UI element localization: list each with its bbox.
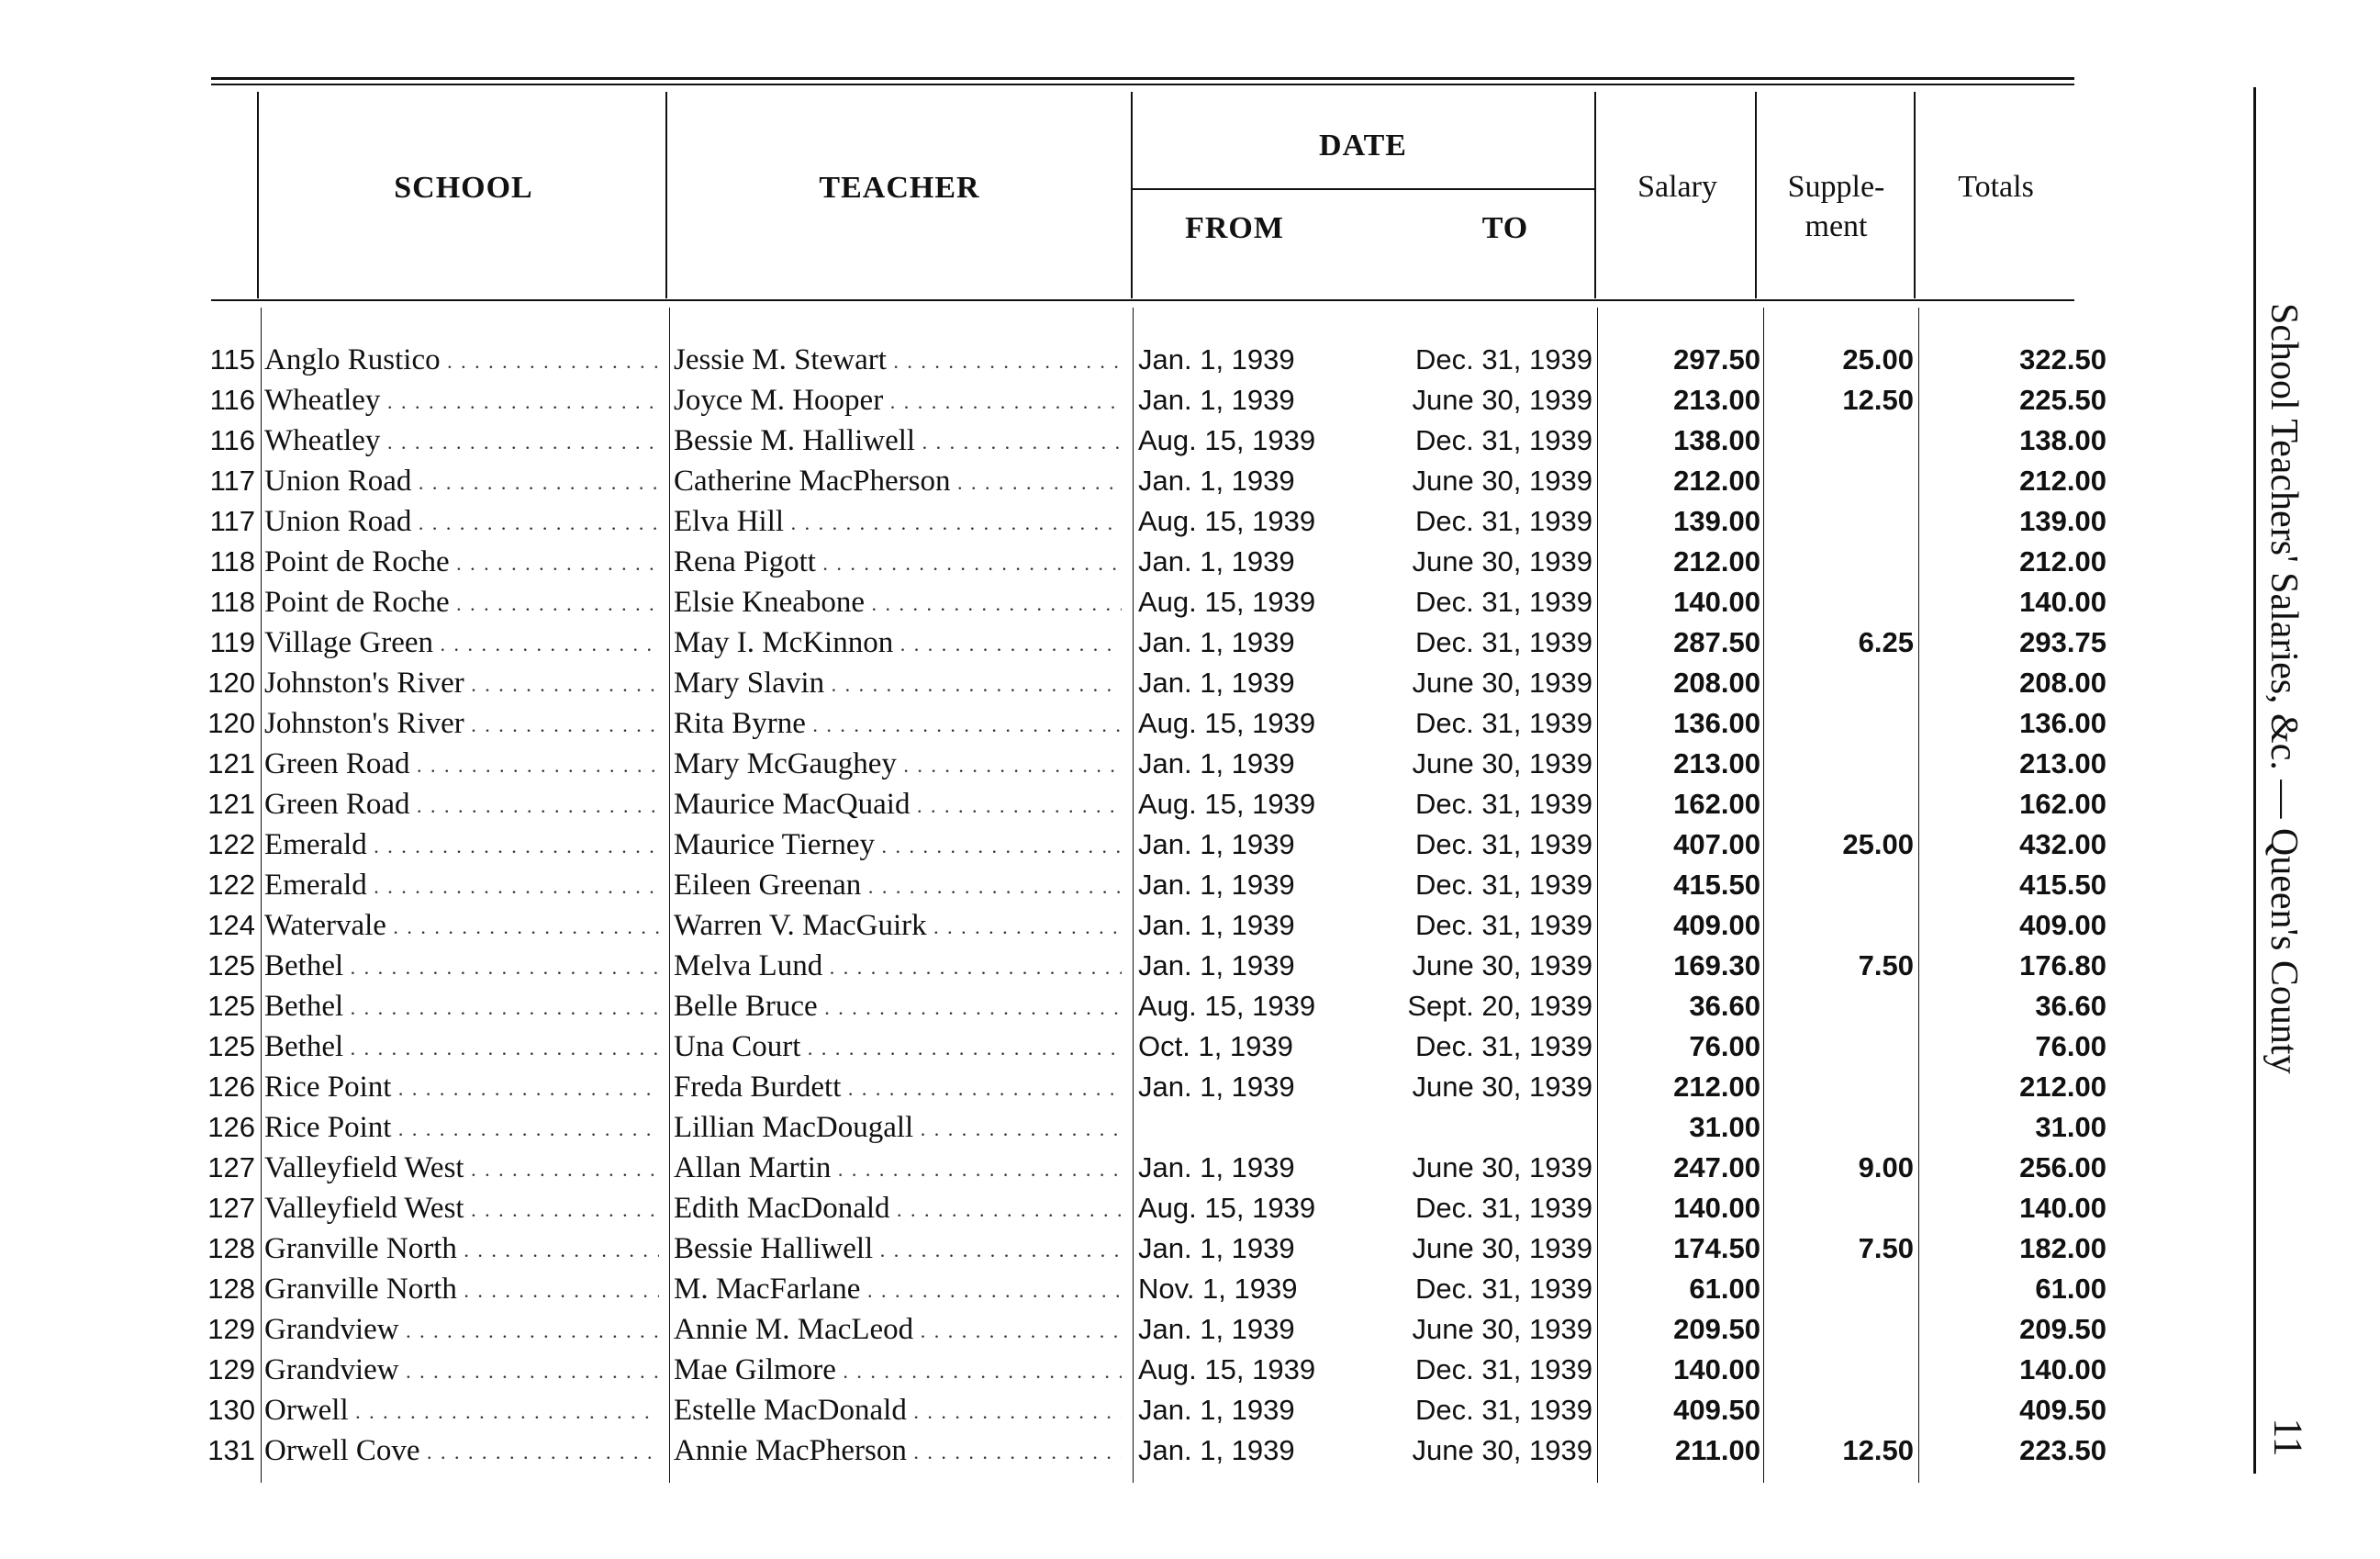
row-number: 115: [209, 343, 255, 376]
salary-cell: 174.50: [1673, 1232, 1760, 1264]
row-number: 129: [207, 1313, 255, 1345]
row-number: 129: [207, 1353, 255, 1385]
to-date-cell: Dec. 31, 1939: [1414, 626, 1592, 658]
header-salary: Salary: [1637, 170, 1717, 204]
to-date-cell: Dec. 31, 1939: [1414, 505, 1592, 537]
school-cell: Rice Point . . .: [264, 1067, 659, 1109]
table-row: [0, 1309, 2380, 1350]
to-date-cell: Dec. 31, 1939: [1414, 1030, 1592, 1062]
teacher-cell: Bessie Halliwell . . .: [674, 1228, 1122, 1271]
total-cell: 409.50: [2019, 1394, 2106, 1426]
table-row: [0, 461, 2380, 501]
from-date-cell: Jan. 1, 1939: [1138, 1151, 1295, 1183]
table-row: [0, 1188, 2380, 1228]
to-date-cell: June 30, 1939: [1412, 384, 1592, 416]
row-number: 121: [207, 788, 255, 820]
to-date-cell: June 30, 1939: [1412, 545, 1592, 578]
total-cell: 409.00: [2019, 909, 2106, 941]
teacher-cell: Annie M. MacLeod . . .: [674, 1309, 1122, 1352]
from-date-cell: Aug. 15, 1939: [1138, 990, 1316, 1022]
row-number: 117: [209, 505, 255, 537]
to-date-cell: June 30, 1939: [1412, 465, 1592, 497]
table-row: [0, 1228, 2380, 1269]
table-row: [0, 986, 2380, 1026]
salary-cell: 415.50: [1673, 869, 1760, 901]
from-date-cell: Jan. 1, 1939: [1138, 1232, 1295, 1264]
total-cell: 140.00: [2019, 1192, 2106, 1224]
teacher-cell: Rena Pigott . . .: [674, 542, 1122, 584]
row-number: 120: [207, 707, 255, 739]
from-date-cell: Aug. 15, 1939: [1138, 1192, 1316, 1224]
col-line-teacher-left: [665, 92, 667, 298]
row-number: 127: [207, 1151, 255, 1183]
total-cell: 182.00: [2019, 1232, 2106, 1264]
from-date-cell: Jan. 1, 1939: [1138, 1313, 1295, 1345]
row-number: 125: [207, 1030, 255, 1062]
row-number: 120: [207, 667, 255, 699]
to-date-cell: Dec. 31, 1939: [1414, 1273, 1592, 1305]
to-date-cell: Dec. 31, 1939: [1414, 788, 1592, 820]
teacher-cell: Edith MacDonald . . .: [674, 1188, 1122, 1230]
total-cell: 36.60: [2035, 990, 2106, 1022]
salary-cell: 140.00: [1673, 586, 1760, 618]
total-cell: 208.00: [2019, 667, 2106, 699]
total-cell: 415.50: [2019, 869, 2106, 901]
from-date-cell: Jan. 1, 1939: [1138, 1071, 1295, 1103]
total-cell: 139.00: [2019, 505, 2106, 537]
to-date-cell: June 30, 1939: [1412, 1313, 1592, 1345]
teacher-cell: Lillian MacDougall . . .: [674, 1107, 1122, 1150]
total-cell: 432.00: [2019, 828, 2106, 860]
from-date-cell: Jan. 1, 1939: [1138, 626, 1295, 658]
total-cell: 176.80: [2019, 949, 2106, 981]
table-row: [0, 1350, 2380, 1390]
supplement-cell: 6.25: [1858, 626, 1914, 658]
teacher-cell: Warren V. MacGuirk . . .: [674, 905, 1122, 948]
school-cell: Point de Roche . . .: [264, 582, 659, 624]
school-cell: Grandview . . .: [264, 1309, 659, 1352]
from-date-cell: Aug. 15, 1939: [1138, 424, 1316, 456]
side-title: School Teachers' Salaries, &c. — Queen's County: [2263, 303, 2305, 1074]
total-cell: 76.00: [2035, 1030, 2106, 1062]
salary-cell: 140.00: [1673, 1353, 1760, 1385]
table-row: [0, 421, 2380, 461]
teacher-cell: Jessie M. Stewart . . .: [674, 340, 1122, 382]
teacher-cell: M. MacFarlane . . .: [674, 1269, 1122, 1311]
to-date-cell: June 30, 1939: [1412, 667, 1592, 699]
header-to: TO: [1481, 211, 1529, 245]
total-cell: 212.00: [2019, 465, 2106, 497]
to-date-cell: Dec. 31, 1939: [1414, 869, 1592, 901]
from-date-cell: Jan. 1, 1939: [1138, 869, 1295, 901]
to-date-cell: June 30, 1939: [1412, 949, 1592, 981]
to-date-cell: Dec. 31, 1939: [1414, 909, 1592, 941]
teacher-cell: Maurice Tierney . . .: [674, 824, 1122, 867]
salary-cell: 61.00: [1689, 1273, 1760, 1305]
teacher-cell: Joyce M. Hooper . . .: [674, 380, 1122, 422]
salary-cell: 139.00: [1673, 505, 1760, 537]
to-date-cell: Dec. 31, 1939: [1414, 343, 1592, 376]
row-number: 126: [207, 1111, 255, 1143]
teacher-cell: Catherine MacPherson . . .: [674, 461, 1122, 503]
school-cell: Emerald . . .: [264, 865, 659, 907]
total-cell: 256.00: [2019, 1151, 2106, 1183]
total-cell: 223.50: [2019, 1434, 2106, 1466]
teacher-cell: Melva Lund . . .: [674, 946, 1122, 988]
table-row: [0, 824, 2380, 865]
header-from: FROM: [1185, 211, 1284, 245]
total-cell: 225.50: [2019, 384, 2106, 416]
salary-cell: 208.00: [1673, 667, 1760, 699]
salary-cell: 409.00: [1673, 909, 1760, 941]
row-number: 130: [207, 1394, 255, 1426]
table-row: [0, 380, 2380, 421]
school-cell: Valleyfield West . . .: [264, 1148, 659, 1190]
school-cell: Emerald . . .: [264, 824, 659, 867]
from-date-cell: Jan. 1, 1939: [1138, 465, 1295, 497]
date-sub-rule: [1131, 188, 1594, 190]
to-date-cell: Dec. 31, 1939: [1414, 828, 1592, 860]
to-date-cell: Dec. 31, 1939: [1414, 1192, 1592, 1224]
salary-cell: 297.50: [1673, 343, 1760, 376]
salary-cell: 209.50: [1673, 1313, 1760, 1345]
teacher-cell: Una Court . . .: [674, 1026, 1122, 1069]
table-row: [0, 1390, 2380, 1430]
to-date-cell: Dec. 31, 1939: [1414, 1353, 1592, 1385]
from-date-cell: Jan. 1, 1939: [1138, 909, 1295, 941]
row-number: 125: [207, 949, 255, 981]
table-row: [0, 946, 2380, 986]
school-cell: Rice Point . . .: [264, 1107, 659, 1150]
salary-cell: 162.00: [1673, 788, 1760, 820]
row-number: 124: [207, 909, 255, 941]
from-date-cell: Jan. 1, 1939: [1138, 828, 1295, 860]
salary-cell: 212.00: [1673, 545, 1760, 578]
top-rule-2: [211, 84, 2074, 85]
from-date-cell: Aug. 15, 1939: [1138, 788, 1316, 820]
from-date-cell: Aug. 15, 1939: [1138, 707, 1316, 739]
supplement-cell: 25.00: [1842, 828, 1914, 860]
row-number: 128: [207, 1232, 255, 1264]
teacher-cell: Belle Bruce . . .: [674, 986, 1122, 1028]
total-cell: 31.00: [2035, 1111, 2106, 1143]
total-cell: 213.00: [2019, 747, 2106, 780]
salary-cell: 212.00: [1673, 1071, 1760, 1103]
teacher-cell: May I. McKinnon . . .: [674, 622, 1122, 665]
total-cell: 138.00: [2019, 424, 2106, 456]
salary-cell: 287.50: [1673, 626, 1760, 658]
supplement-cell: 9.00: [1858, 1151, 1914, 1183]
from-date-cell: Aug. 15, 1939: [1138, 505, 1316, 537]
table-row: [0, 1148, 2380, 1188]
salary-cell: 247.00: [1673, 1151, 1760, 1183]
total-cell: 61.00: [2035, 1273, 2106, 1305]
from-date-cell: Aug. 15, 1939: [1138, 1353, 1316, 1385]
to-date-cell: Dec. 31, 1939: [1414, 586, 1592, 618]
supplement-cell: 7.50: [1858, 1232, 1914, 1264]
row-number: 131: [207, 1434, 255, 1466]
row-number: 121: [207, 747, 255, 780]
teacher-cell: Bessie M. Halliwell . . .: [674, 421, 1122, 463]
salary-cell: 76.00: [1689, 1030, 1760, 1062]
school-cell: Bethel . . .: [264, 946, 659, 988]
school-cell: Bethel . . .: [264, 1026, 659, 1069]
table-row: [0, 1269, 2380, 1309]
from-date-cell: Oct. 1, 1939: [1138, 1030, 1293, 1062]
total-cell: 140.00: [2019, 1353, 2106, 1385]
total-cell: 209.50: [2019, 1313, 2106, 1345]
salary-cell: 409.50: [1673, 1394, 1760, 1426]
teacher-cell: Elsie Kneabone . . .: [674, 582, 1122, 624]
table-row: [0, 340, 2380, 380]
header-date: DATE: [1319, 129, 1407, 163]
salary-cell: 213.00: [1673, 384, 1760, 416]
row-number: 122: [207, 869, 255, 901]
col-line-supp-left: [1755, 92, 1757, 298]
salary-cell: 140.00: [1673, 1192, 1760, 1224]
supplement-cell: 12.50: [1842, 384, 1914, 416]
salary-cell: 213.00: [1673, 747, 1760, 780]
teacher-cell: Estelle MacDonald . . .: [674, 1390, 1122, 1432]
table-row: [0, 582, 2380, 622]
salary-cell: 212.00: [1673, 465, 1760, 497]
top-rule: [211, 77, 2074, 80]
row-number: 126: [207, 1071, 255, 1103]
school-cell: Orwell Cove . . .: [264, 1430, 659, 1473]
row-number: 128: [207, 1273, 255, 1305]
total-cell: 322.50: [2019, 343, 2106, 376]
table-row: [0, 1026, 2380, 1067]
to-date-cell: Sept. 20, 1939: [1407, 990, 1592, 1022]
teacher-cell: Allan Martin . . .: [674, 1148, 1122, 1190]
school-cell: Village Green . . .: [264, 622, 659, 665]
school-cell: Union Road . . .: [264, 461, 659, 503]
school-cell: Wheatley . . .: [264, 380, 659, 422]
teacher-cell: Elva Hill . . .: [674, 501, 1122, 544]
table-row: [0, 542, 2380, 582]
school-cell: Green Road . . .: [264, 744, 659, 786]
salary-cell: 136.00: [1673, 707, 1760, 739]
row-number: 119: [209, 626, 255, 658]
from-date-cell: Aug. 15, 1939: [1138, 586, 1316, 618]
school-cell: Granville North . . .: [264, 1269, 659, 1311]
header-supplement-1: Supple-: [1787, 170, 1885, 204]
school-cell: Point de Roche . . .: [264, 542, 659, 584]
col-line-date-left: [1131, 92, 1133, 298]
col-line-salary-left: [1594, 92, 1596, 298]
to-date-cell: June 30, 1939: [1412, 1071, 1592, 1103]
to-date-cell: Dec. 31, 1939: [1414, 707, 1592, 739]
school-cell: Union Road . . .: [264, 501, 659, 544]
from-date-cell: Jan. 1, 1939: [1138, 384, 1295, 416]
salary-cell: 169.30: [1673, 949, 1760, 981]
teacher-cell: Rita Byrne . . .: [674, 703, 1122, 746]
school-cell: Johnston's River . . .: [264, 703, 659, 746]
salary-cell: 138.00: [1673, 424, 1760, 456]
school-cell: Johnston's River . . .: [264, 663, 659, 705]
school-cell: Granville North . . .: [264, 1228, 659, 1271]
to-date-cell: June 30, 1939: [1412, 1434, 1592, 1466]
col-line-totals-left: [1914, 92, 1916, 298]
total-cell: 162.00: [2019, 788, 2106, 820]
salary-cell: 31.00: [1689, 1111, 1760, 1143]
school-cell: Bethel . . .: [264, 986, 659, 1028]
from-date-cell: Jan. 1, 1939: [1138, 343, 1295, 376]
from-date-cell: Jan. 1, 1939: [1138, 1434, 1295, 1466]
salary-cell: 211.00: [1674, 1434, 1760, 1466]
total-cell: 212.00: [2019, 545, 2106, 578]
header-school: SCHOOL: [394, 171, 533, 205]
from-date-cell: Jan. 1, 1939: [1138, 545, 1295, 578]
from-date-cell: Jan. 1, 1939: [1138, 667, 1295, 699]
school-cell: Valleyfield West . . .: [264, 1188, 659, 1230]
table-row: [0, 1107, 2380, 1148]
school-cell: Wheatley . . .: [264, 421, 659, 463]
row-number: 127: [207, 1192, 255, 1224]
table-row: [0, 1067, 2380, 1107]
school-cell: Anglo Rustico . . .: [264, 340, 659, 382]
salary-cell: 36.60: [1689, 990, 1760, 1022]
row-number: 125: [207, 990, 255, 1022]
from-date-cell: Jan. 1, 1939: [1138, 1394, 1295, 1426]
teacher-cell: Mary Slavin . . .: [674, 663, 1122, 705]
total-cell: 212.00: [2019, 1071, 2106, 1103]
col-line-school-left: [257, 92, 259, 298]
school-cell: Watervale . . .: [264, 905, 659, 948]
total-cell: 140.00: [2019, 586, 2106, 618]
page-number: 11: [2265, 1418, 2311, 1457]
header-supplement-2: ment: [1805, 209, 1868, 243]
teacher-cell: Mae Gilmore . . .: [674, 1350, 1122, 1392]
side-title-wrap: [2249, 303, 2322, 1497]
table-row: [0, 865, 2380, 905]
total-cell: 136.00: [2019, 707, 2106, 739]
table-row: [0, 1430, 2380, 1471]
table-row: [0, 501, 2380, 542]
total-cell: 293.75: [2019, 626, 2106, 658]
from-date-cell: Nov. 1, 1939: [1138, 1273, 1298, 1305]
row-number: 122: [207, 828, 255, 860]
supplement-cell: 25.00: [1842, 343, 1914, 376]
header-totals: Totals: [1958, 170, 2034, 204]
header-teacher: TEACHER: [819, 171, 980, 205]
teacher-cell: Freda Burdett . . .: [674, 1067, 1122, 1109]
table-row: [0, 663, 2380, 703]
school-cell: Orwell . . .: [264, 1390, 659, 1432]
table-row: [0, 905, 2380, 946]
to-date-cell: June 30, 1939: [1412, 747, 1592, 780]
to-date-cell: Dec. 31, 1939: [1414, 1394, 1592, 1426]
table-row: [0, 784, 2380, 824]
school-cell: Grandview . . .: [264, 1350, 659, 1392]
row-number: 117: [209, 465, 255, 497]
row-number: 116: [209, 424, 255, 456]
supplement-cell: 12.50: [1842, 1434, 1914, 1466]
to-date-cell: June 30, 1939: [1412, 1232, 1592, 1264]
teacher-cell: Annie MacPherson . . .: [674, 1430, 1122, 1473]
table-row: [0, 622, 2380, 663]
teacher-cell: Mary McGaughey . . .: [674, 744, 1122, 786]
row-number: 118: [209, 586, 255, 618]
school-cell: Green Road . . .: [264, 784, 659, 826]
table-row: [0, 744, 2380, 784]
salary-cell: 407.00: [1673, 828, 1760, 860]
row-number: 118: [209, 545, 255, 578]
to-date-cell: Dec. 31, 1939: [1414, 424, 1592, 456]
to-date-cell: June 30, 1939: [1412, 1151, 1592, 1183]
header-bottom-rule: [211, 299, 2074, 301]
teacher-cell: Maurice MacQuaid . . .: [674, 784, 1122, 826]
supplement-cell: 7.50: [1858, 949, 1914, 981]
row-number: 116: [209, 384, 255, 416]
from-date-cell: Jan. 1, 1939: [1138, 949, 1295, 981]
table-row: [0, 703, 2380, 744]
from-date-cell: Jan. 1, 1939: [1138, 747, 1295, 780]
teacher-cell: Eileen Greenan . . .: [674, 865, 1122, 907]
